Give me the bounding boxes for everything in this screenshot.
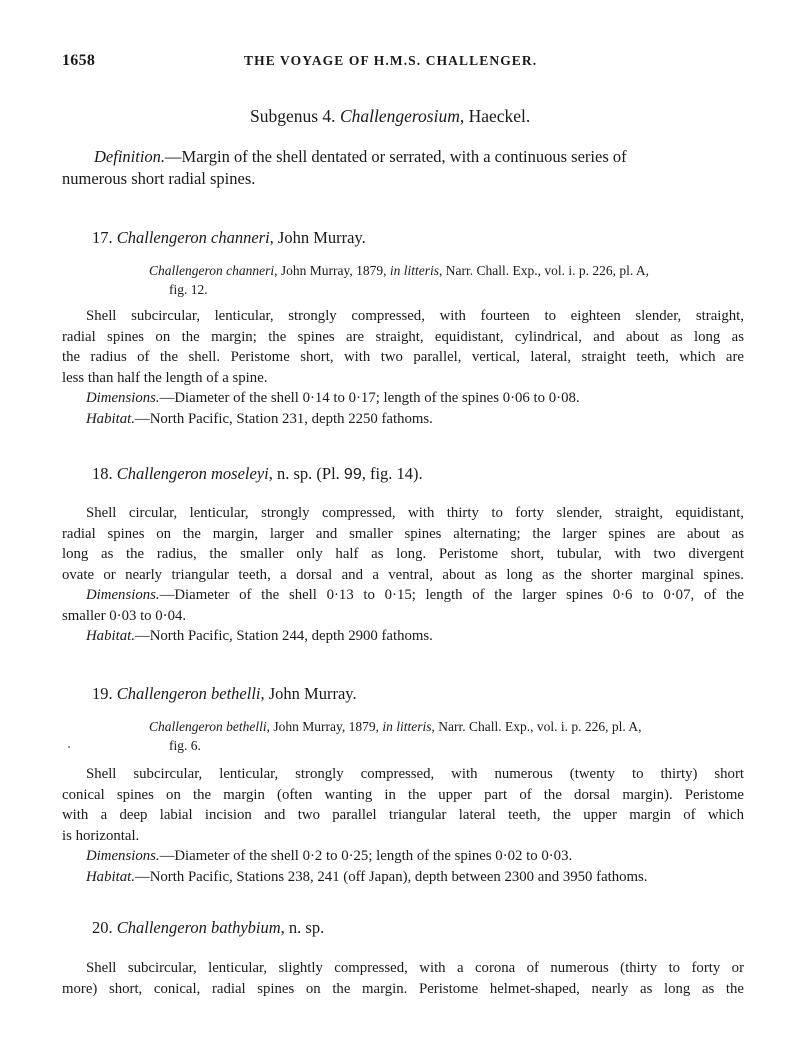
citation-text-2: , Narr. Chall. Exp., vol. i. p. 226, pl. A, (439, 263, 649, 278)
description-line: radial spines on the margin; the spines are straight, equidistant, cylindrical, and about as long as (62, 328, 744, 345)
citation-text-1: , John Murray, 1879, (266, 719, 383, 734)
species-number: 20. (92, 918, 117, 937)
species-author: , John Murray. (269, 228, 366, 247)
species-18-heading (92, 464, 423, 484)
description-line: the radius of the shell. Peristome short, with two parallel, vertical, lateral, straight teeth, which are (62, 349, 744, 365)
species-19-heading (92, 684, 357, 704)
plate-suffix: , fig. 14). (361, 464, 423, 483)
description-line: Shell subcircular, lenticular, slightly compressed, with a corona of numerous (thirty to forty or (86, 960, 744, 976)
description-line: Shell subcircular, lenticular, strongly compressed, with numerous (twenty to thirty) short (86, 766, 744, 782)
citation-text-1: , John Murray, 1879, (274, 263, 390, 278)
dimensions-line-2: smaller 0·03 to 0·04. (62, 607, 187, 624)
species-name: Challengeron moseleyi (116, 464, 269, 483)
dimensions-label: Dimensions. (86, 848, 160, 864)
citation-line-1 (149, 261, 744, 280)
dimensions-text: —Diameter of the shell 0·13 to 0·15; length of the larger spines 0·6 to 0·07, of the (159, 587, 744, 603)
habitat-text: —North Pacific, Station 231, depth 2250 fathoms. (134, 410, 433, 427)
citation-line-1 (149, 717, 744, 736)
definition-line-1 (62, 146, 742, 168)
subgenus-heading (250, 106, 530, 127)
dimensions-text: —Diameter of the shell 0·2 to 0·25; length of the spines 0·02 to 0·03. (159, 848, 573, 864)
dimensions-line (62, 388, 744, 409)
species-name: Challengeron bethelli (116, 684, 261, 703)
species-20-description (62, 958, 744, 999)
definition-line-2: numerous short radial spines. (62, 169, 256, 188)
definition-label: Definition. (94, 147, 166, 166)
page-number: 1658 (62, 52, 96, 69)
citation-name: Challengeron channeri (149, 263, 275, 278)
habitat-line (62, 867, 744, 888)
species-17-description (62, 306, 744, 429)
species-17-citation (149, 261, 744, 299)
running-title: THE VOYAGE OF H.M.S. CHALLENGER. (244, 53, 538, 68)
dimensions-label: Dimensions. (86, 390, 160, 406)
habitat-label: Habitat. (86, 628, 135, 644)
habitat-line (62, 626, 744, 647)
dimensions-line (62, 585, 744, 606)
habitat-text: —North Pacific, Station 244, depth 2900 fathoms. (134, 628, 433, 644)
description-line: with a deep labial incision and two parallel triangular lateral teeth, the upper margin of which (62, 807, 744, 823)
description-line: ovate or nearly triangular teeth, a dorsal and a ventral, about as long as the shorter marginal spines. (62, 566, 744, 583)
species-number: 17. (92, 228, 117, 247)
description-line: conical spines on the margin (often wanting in the upper part of the dorsal margin). Peristome (62, 786, 744, 803)
dimensions-text: —Diameter of the shell 0·14 to 0·17; length of the spines 0·06 to 0·08. (159, 390, 580, 406)
species-18-description (62, 503, 744, 647)
plate-number: 99 (343, 466, 362, 483)
subgenus-author: , Haeckel. (459, 106, 531, 126)
page-header (62, 52, 742, 74)
habitat-text: —North Pacific, Stations 238, 241 (off Japan), depth between 2300 and 3950 fathoms. (134, 868, 648, 885)
species-number: 18. (92, 464, 117, 483)
description-line: is horizontal. (62, 827, 140, 844)
definition-text-1: —Margin of the shell dentated or serrated, with a continuous series of (165, 147, 627, 166)
citation-name: Challengeron bethelli (149, 719, 267, 734)
habitat-line (62, 409, 744, 430)
species-17-heading (92, 228, 366, 248)
species-author: , n. sp. (280, 918, 325, 937)
species-20-heading (92, 918, 324, 938)
habitat-label: Habitat. (86, 868, 135, 885)
description-line: long as the radius, the smaller only half as long. Peristome short, tubular, with two divergent (62, 546, 744, 562)
species-name: Challengeron channeri (116, 228, 270, 247)
species-number: 19. (92, 684, 117, 703)
description-line: less than half the length of a spine. (62, 369, 268, 386)
citation-in-litteris: in litteris (382, 719, 432, 734)
dimensions-line (62, 846, 744, 867)
habitat-label: Habitat. (86, 410, 135, 427)
printing-speck (68, 746, 70, 748)
dimensions-label: Dimensions. (86, 587, 160, 603)
citation-line-2: fig. 6. (169, 738, 201, 753)
species-name: Challengeron bathybium (116, 918, 281, 937)
description-line: radial spines on the margin, larger and smaller spines alternating; the larger spines are about as (62, 525, 744, 542)
subgenus-prefix: Subgenus 4. (250, 106, 340, 126)
citation-line-2: fig. 12. (169, 282, 208, 297)
species-author: , n. sp. (Pl. (268, 464, 344, 483)
description-line: Shell subcircular, lenticular, strongly compressed, with fourteen to eighteen slender, straight, (86, 308, 744, 324)
species-19-citation (149, 717, 744, 755)
description-line: Shell circular, lenticular, strongly compressed, with thirty to forty slender, straight, equidistant, (86, 505, 744, 521)
species-author: , John Murray. (260, 684, 357, 703)
citation-text-2: , Narr. Chall. Exp., vol. i. p. 226, pl. A, (431, 719, 642, 734)
species-19-description (62, 764, 744, 887)
subgenus-name: Challengerosium (339, 106, 460, 126)
description-line: more) short, conical, radial spines on the margin. Peristome helmet-shaped, nearly as long as the (62, 980, 744, 997)
citation-in-litteris: in litteris (389, 263, 439, 278)
definition-paragraph (62, 146, 742, 190)
